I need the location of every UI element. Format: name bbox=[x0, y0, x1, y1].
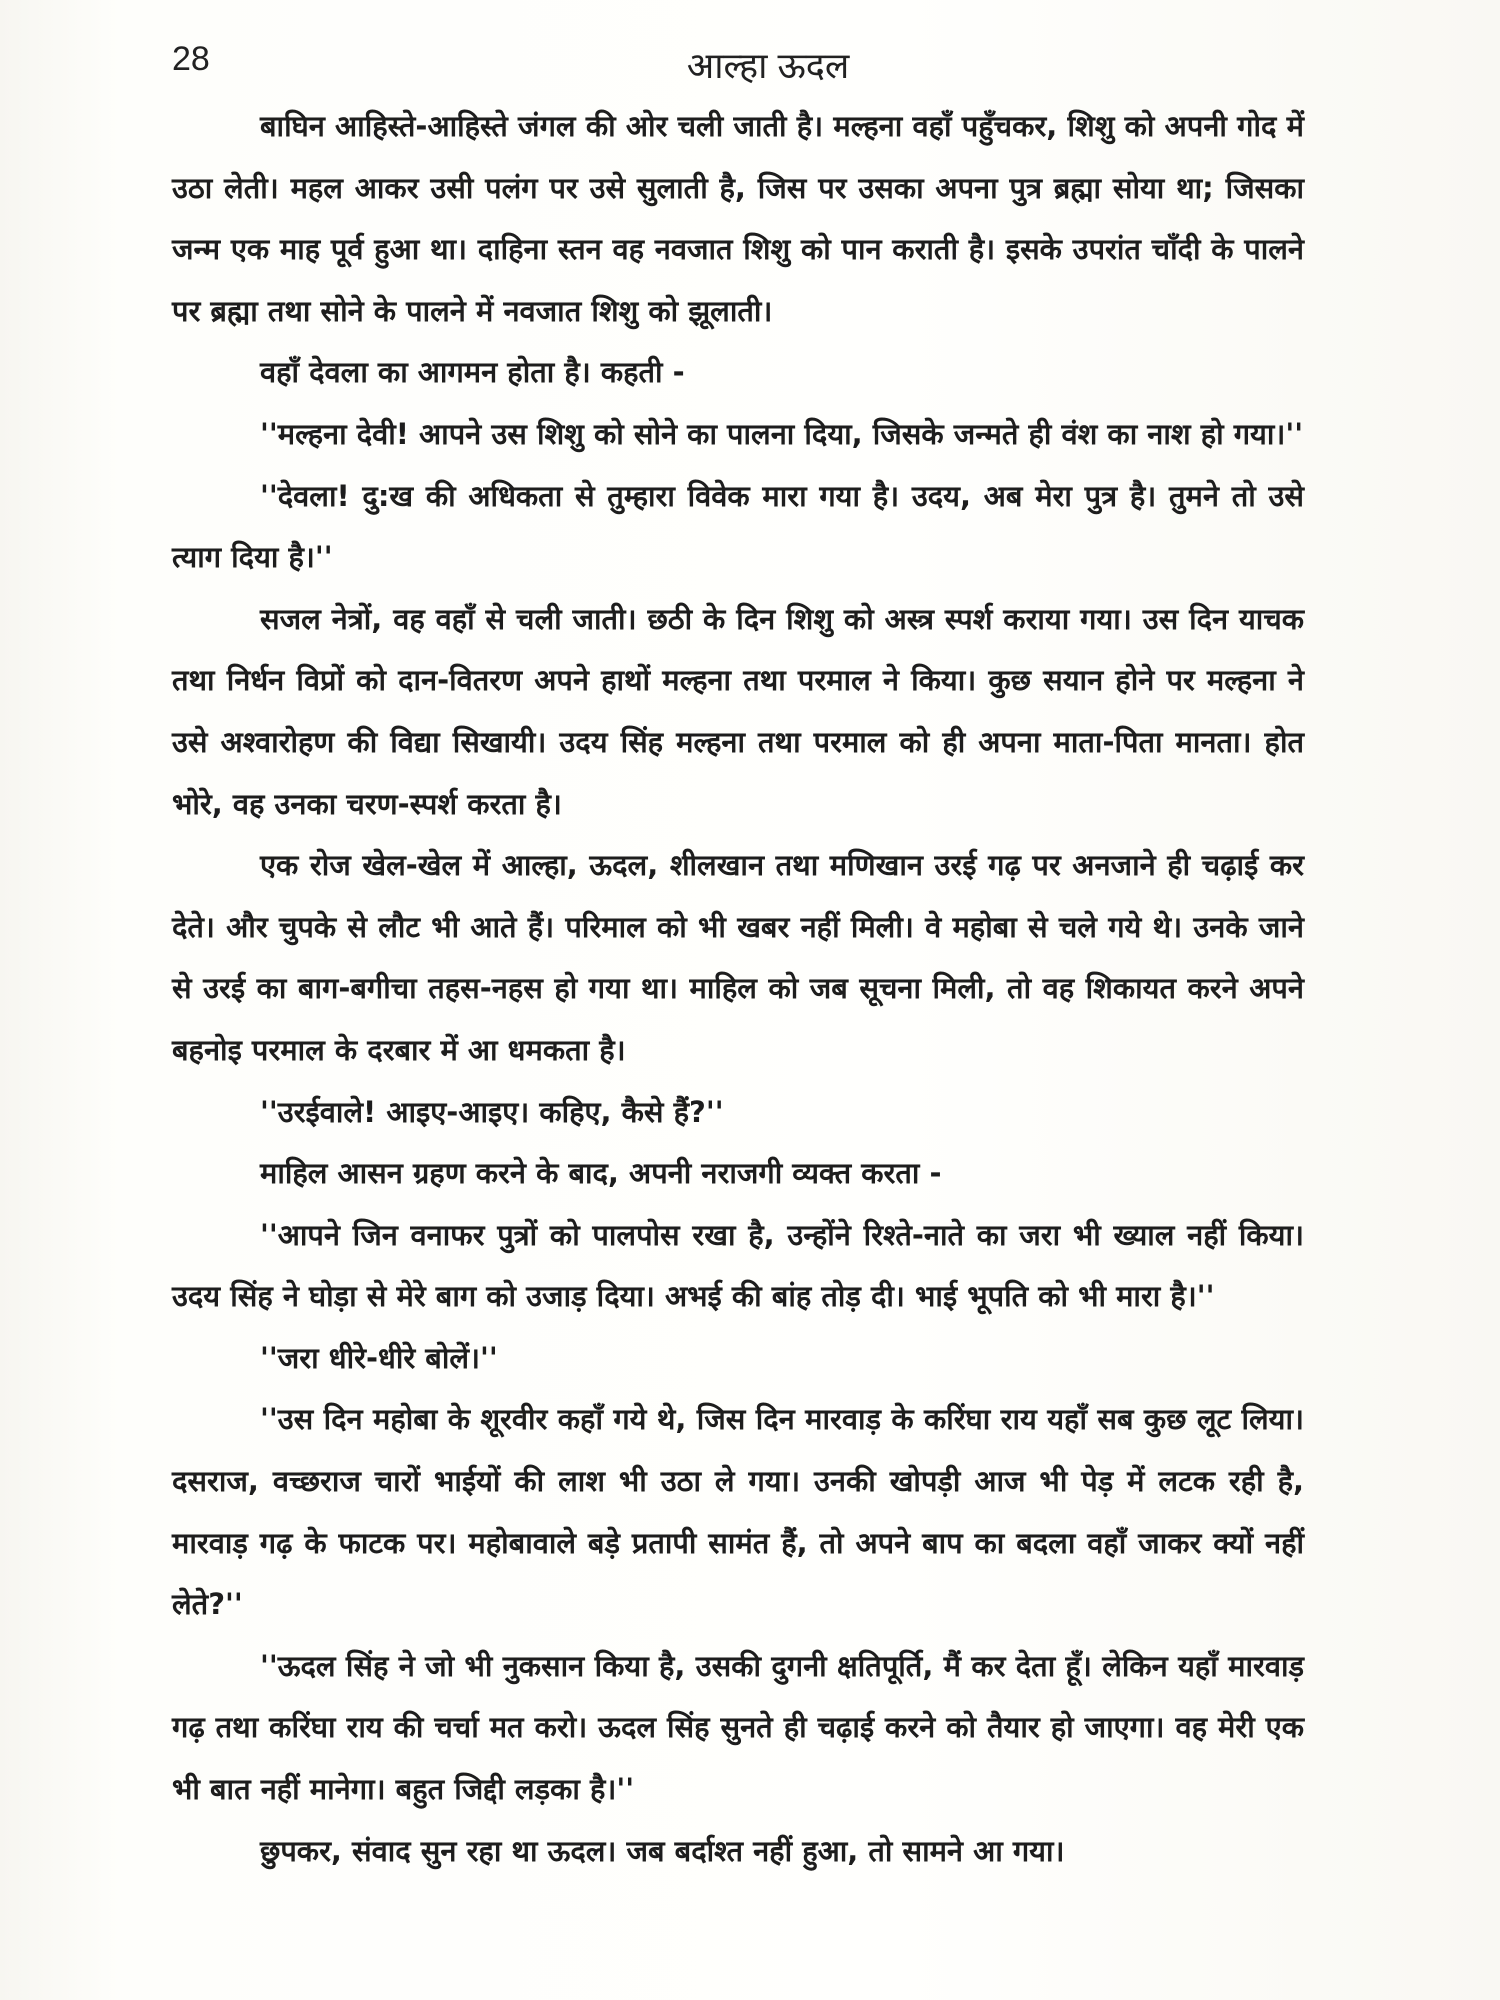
page-body bbox=[172, 96, 1304, 1882]
paragraph: सजल नेत्रों, वह वहाँ से चली जाती। छठी के दिन शिशु को अस्त्र स्पर्श कराया गया। उस दिन याचक तथा निर्धन विप्रों को दान-वितरण अपने हाथों मल्हना तथा परमाल ने किया। कुछ सयान होने पर मल्हना ने उसे अश्वारोहण की विद्या सिखायी। उदय सिंह मल्हना तथा परमाल को ही अपना माता-पिता मानता। होत भोरे, वह उनका चरण-स्पर्श करता है। bbox=[172, 601, 1304, 821]
paragraph: ''उरईवाले! आइए-आइए। कहिए, कैसे हैं?'' bbox=[260, 1094, 724, 1129]
page-header bbox=[172, 40, 1304, 96]
paragraph: छुपकर, संवाद सुन रहा था ऊदल। जब बर्दाश्त नहीं हुआ, तो सामने आ गया। bbox=[260, 1833, 1065, 1868]
paragraph: एक रोज खेल-खेल में आल्हा, ऊदल, शीलखान तथा मणिखान उरई गढ़ पर अनजाने ही चढ़ाई कर देते। और चुपके से लौट भी आते हैं। परिमाल को भी खबर नहीं मिली। वे महोबा से चले गये थे। उनके जाने से उरई का बाग-बगीचा तहस-नहस हो गया था। माहिल को जब सूचना मिली, तो वह शिकायत करने अपने बहनोइ परमाल के दरबार में आ धमकता है। bbox=[172, 848, 1304, 1067]
paragraph: ''ऊदल सिंह ने जो भी नुकसान किया है, उसकी दुगनी क्षतिपूर्ति, मैं कर देता हूँ। लेकिन यहाँ मारवाड़ गढ़ तथा करिंघा राय की चर्चा मत करो। ऊदल सिंह सुनते ही चढ़ाई करने को तैयार हो जाएगा। वह मेरी एक भी बात नहीं मानेगा। बहुत जिद्दी लड़का है।'' bbox=[172, 1648, 1304, 1807]
paragraph: बाघिन आहिस्ते-आहिस्ते जंगल की ओर चली जाती है। मल्हना वहाँ पहुँचकर, शिशु को अपनी गोद में उठा लेती। महल आकर उसी पलंग पर उसे सुलाती है, जिस पर उसका अपना पुत्र ब्रह्मा सोया था; जिसका जन्म एक माह पूर्व हुआ था। दाहिना स्तन वह नवजात शिशु को पान कराती है। इसके उपरांत चाँदी के पालने पर ब्रह्मा तथा सोने के पालने में नवजात शिशु को झूलाती। bbox=[172, 109, 1304, 328]
paragraph: ''जरा धीरे-धीरे बोलें।'' bbox=[260, 1340, 498, 1375]
paragraph: ''देवला! दु:ख की अधिकता से तुम्हारा विवेक मारा गया है। उदय, अब मेरा पुत्र है। तुमने तो उसे त्याग दिया है।'' bbox=[172, 478, 1304, 575]
running-title: आल्हा ऊदल bbox=[686, 45, 850, 86]
paragraph: ''आपने जिन वनाफर पुत्रों को पालपोस रखा है, उन्होंने रिश्ते-नाते का जरा भी ख्याल नहीं किया। उदय सिंह ने घोड़ा से मेरे बाग को उजाड़ दिया। अभई की बांह तोड़ दी। भाई भूपति को भी मारा है।'' bbox=[172, 1217, 1304, 1314]
paragraph: माहिल आसन ग्रहण करने के बाद, अपनी नराजगी व्यक्त करता - bbox=[260, 1156, 942, 1191]
paragraph: ''उस दिन महोबा के शूरवीर कहाँ गये थे, जिस दिन मारवाड़ के करिंघा राय यहाँ सब कुछ लूट लिया। दसराज, वच्छराज चारों भाईयों की लाश भी उठा ले गया। उनकी खोपड़ी आज भी पेड़ में लटक रही है, मारवाड़ गढ़ के फाटक पर। महोबावाले बड़े प्रतापी सामंत हैं, तो अपने बाप का बदला वहाँ जाकर क्यों नहीं लेते?'' bbox=[172, 1402, 1304, 1622]
paragraph: वहाँ देवला का आगमन होता है। कहती - bbox=[260, 355, 685, 390]
paragraph: ''मल्हना देवी! आपने उस शिशु को सोने का पालना दिया, जिसके जन्मते ही वंश का नाश हो गया।'' bbox=[260, 416, 1304, 451]
page-number: 28 bbox=[172, 40, 210, 78]
